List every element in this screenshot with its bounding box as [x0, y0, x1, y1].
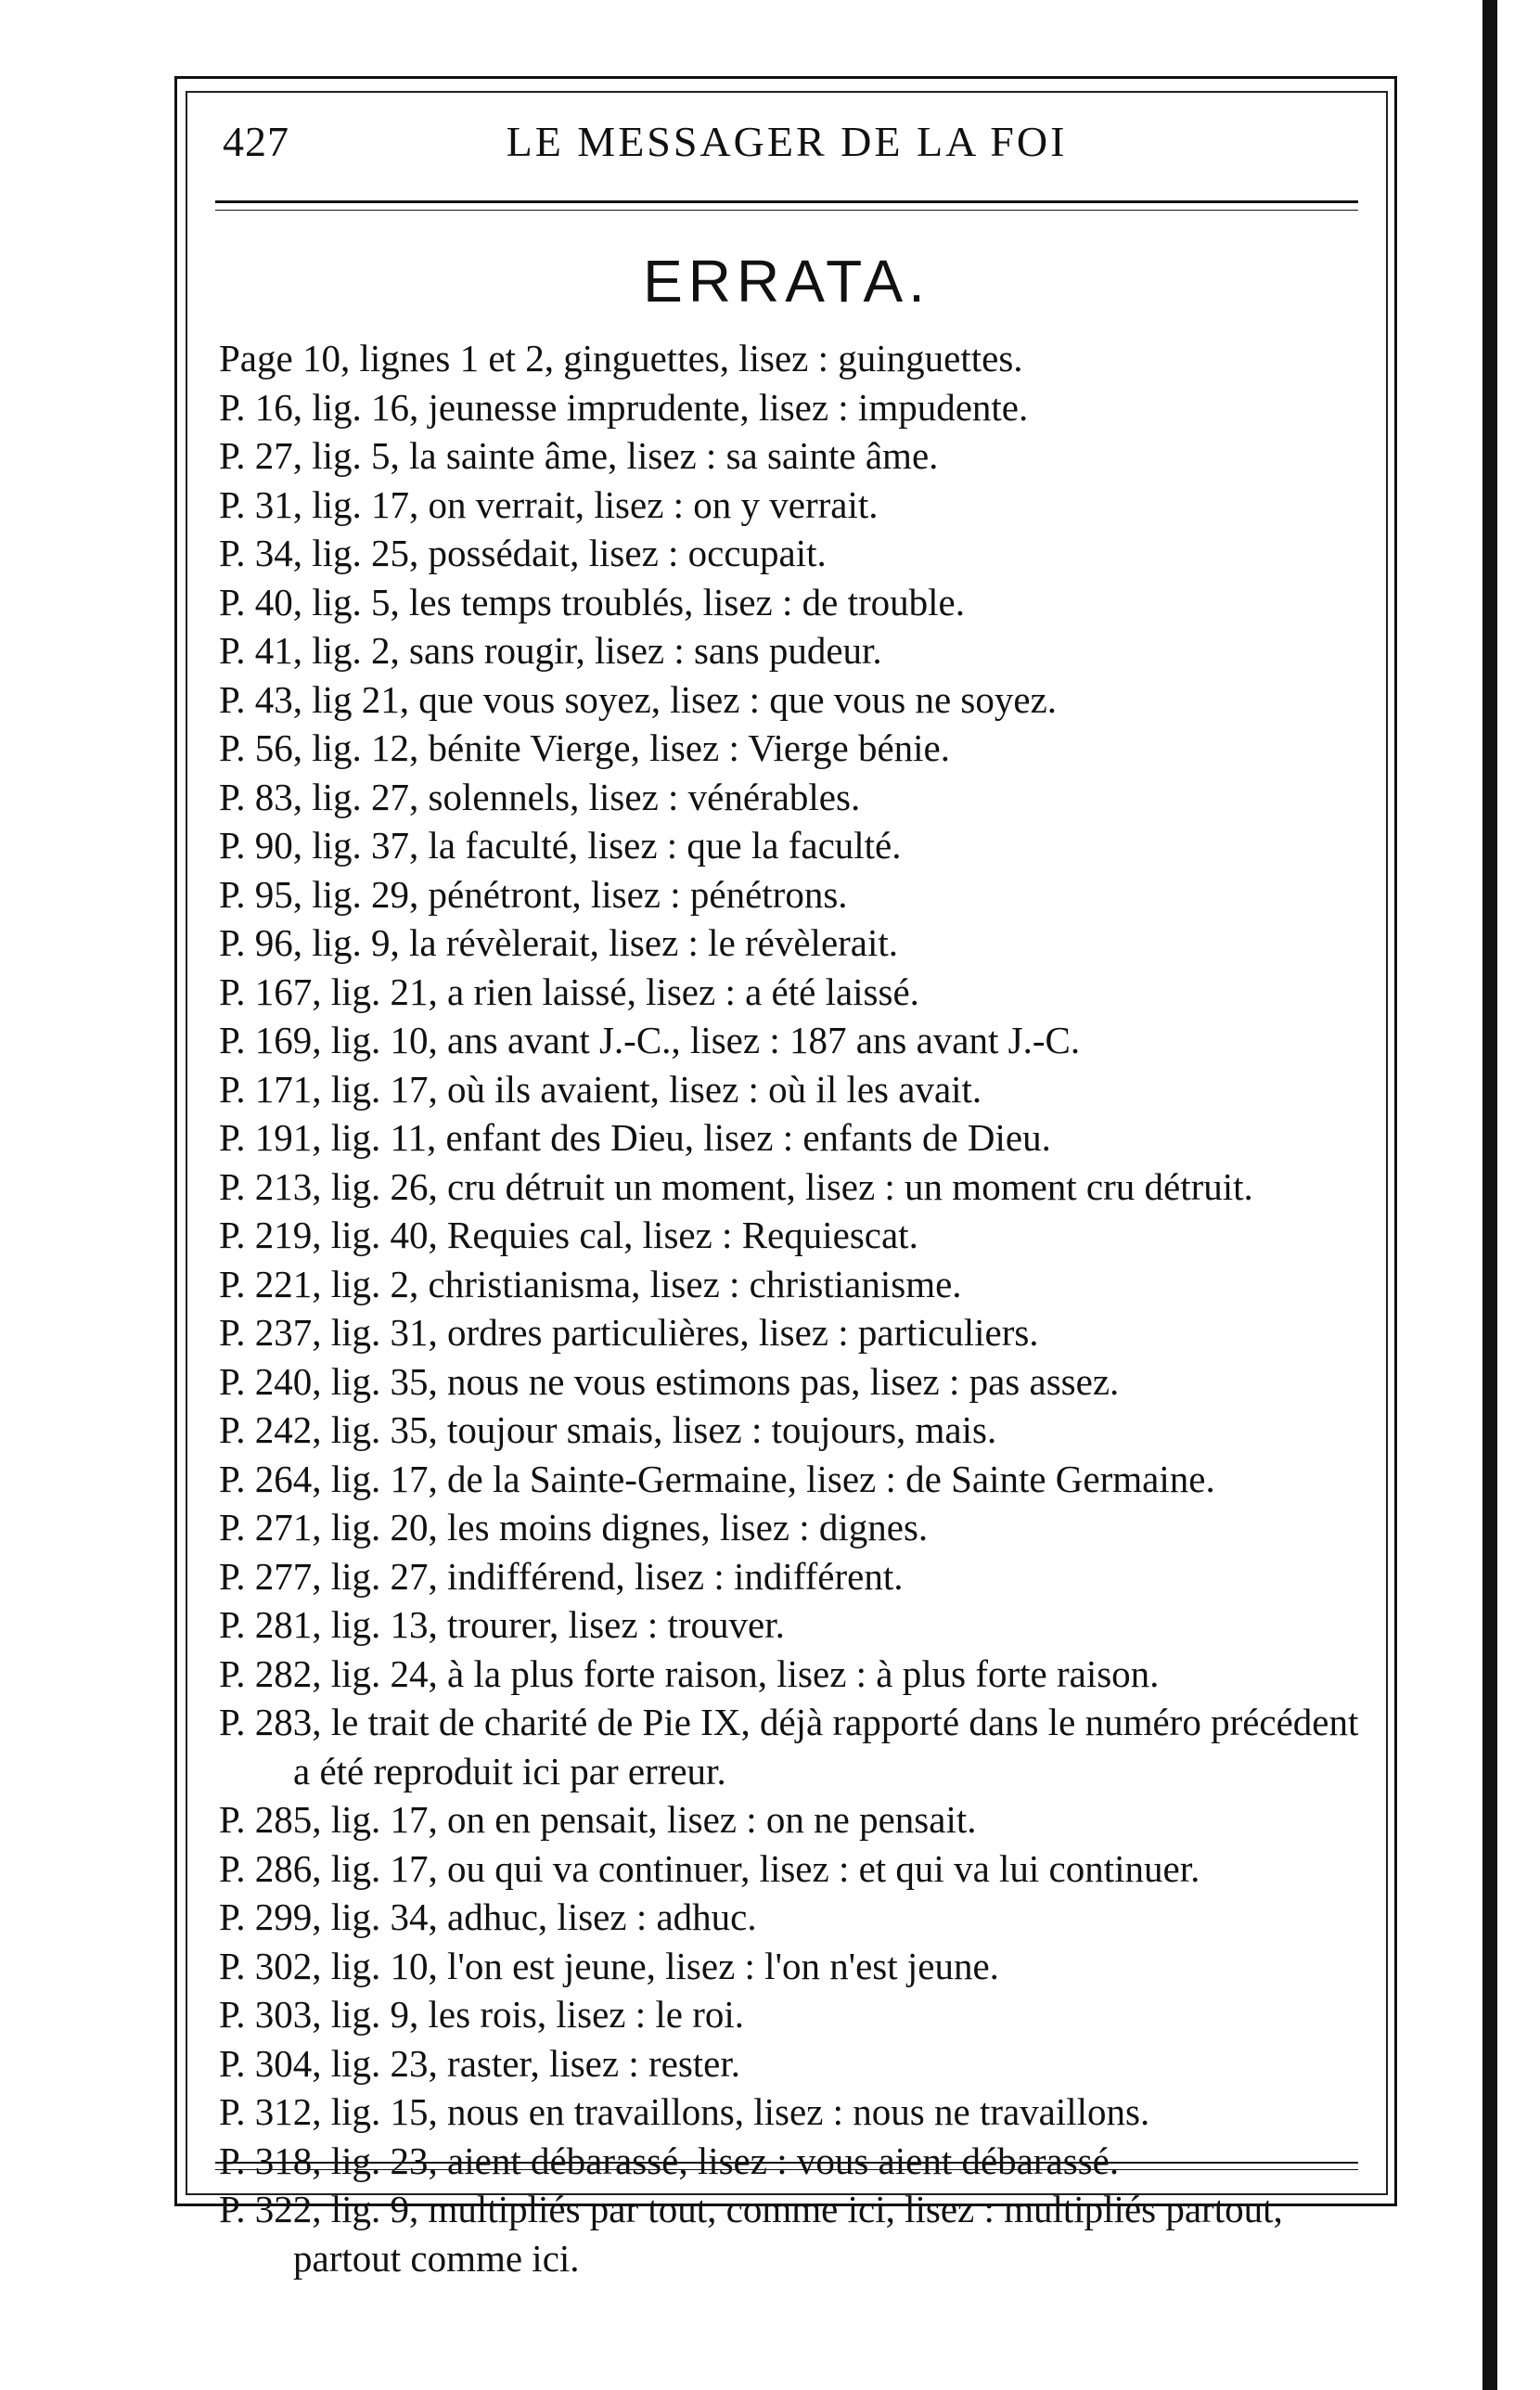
errata-entry: P. 283, le trait de charité de Pie IX, déjà rapporté dans le numéro précédent a été reproduit ici par erreur. [219, 1701, 1359, 1792]
page [186, 91, 1388, 2280]
running-title: LE MESSAGER DE LA FOI [506, 118, 1068, 165]
errata-entry: P. 95, lig. 29, pénétront, lisez : pénétrons. [219, 872, 848, 916]
errata-entry: P. 169, lig. 10, ans avant J.-C., lisez : 187 ans avant J.-C. [219, 1019, 1081, 1061]
errata-entry: P. 237, lig. 31, ordres particulières, lisez : particuliers. [219, 1311, 1039, 1354]
errata-entry: P. 264, lig. 17, de la Sainte-Germaine, lisez : de Sainte Germaine. [219, 1457, 1215, 1500]
errata-entry: P. 318, lig. 23, aient débarassé, lisez : vous aient débarassé. [219, 2139, 1120, 2182]
footer-rule-thin [215, 2169, 1358, 2170]
errata-entry: P. 16, lig. 16, jeunesse imprudente, lisez : impudente. [219, 385, 1029, 429]
errata-entry: P. 167, lig. 21, a rien laissé, lisez : a été laissé. [219, 970, 919, 1013]
errata-entry: P. 299, lig. 34, adhuc, lisez : adhuc. [219, 1895, 757, 1938]
errata-entry: P. 219, lig. 40, Requies cal, lisez : Requiescat. [219, 1214, 918, 1256]
page-title: ERRATA. [643, 248, 930, 315]
errata-entry: P. 40, lig. 5, les temps troublés, lisez : de trouble. [219, 580, 965, 623]
errata-entry: P. 43, lig 21, que vous soyez, lisez : que vous ne soyez. [219, 677, 1058, 721]
errata-entry: P. 277, lig. 27, indifférend, lisez : indifférent. [219, 1554, 904, 1598]
errata-entry: P. 171, lig. 17, où ils avaient, lisez : où il les avait. [219, 1067, 982, 1111]
scan-edge-bar [1482, 0, 1497, 2390]
errata-entry: P. 271, lig. 20, les moins dignes, lisez : dignes. [219, 1506, 929, 1548]
header-rule-thin [215, 210, 1358, 211]
errata-entry: P. 96, lig. 9, la révèlerait, lisez : le révèlerait. [219, 921, 899, 964]
errata-entry: P. 213, lig. 26, cru détruit un moment, lisez : un moment cru détruit. [219, 1164, 1253, 1208]
page-number: 427 [223, 118, 289, 165]
errata-entry: P. 304, lig. 23, raster, lisez : rester. [219, 2041, 741, 2085]
errata-entry: P. 282, lig. 24, à la plus forte raison, lisez : à plus forte raison. [219, 1651, 1160, 1695]
errata-entry: P. 240, lig. 35, nous ne vous estimons pas, lisez : pas assez. [219, 1359, 1120, 1403]
errata-entry: P. 285, lig. 17, on en pensait, lisez : on ne pensait. [219, 1798, 977, 1841]
errata-entry: P. 281, lig. 13, trourer, lisez : trouver. [219, 1603, 785, 1646]
errata-list [219, 334, 1366, 2282]
errata-entry: P. 34, lig. 25, possédait, lisez : occupait. [219, 532, 827, 574]
running-header [223, 117, 1351, 173]
errata-entry: P. 41, lig. 2, sans rougir, lisez : sans pudeur. [219, 629, 882, 672]
errata-entry: P. 83, lig. 27, solennels, lisez : vénérables. [219, 775, 861, 818]
errata-entry: P. 27, lig. 5, la sainte âme, lisez : sa sainte âme. [219, 434, 939, 477]
errata-entry: P. 242, lig. 35, toujour smais, lisez : toujours, mais. [219, 1408, 997, 1451]
errata-entry: P. 303, lig. 9, les rois, lisez : le roi. [219, 1993, 744, 2036]
errata-entry: P. 56, lig. 12, bénite Vierge, lisez : Vierge bénie. [219, 726, 950, 769]
errata-entry: P. 191, lig. 11, enfant des Dieu, lisez : enfants de Dieu. [219, 1116, 1051, 1159]
header-rule [215, 200, 1358, 203]
errata-entry: P. 302, lig. 10, l'on est jeune, lisez : l'on n'est jeune. [219, 1944, 999, 1987]
errata-entry: P. 312, lig. 15, nous en travaillons, lisez : nous ne travaillons. [219, 2090, 1150, 2133]
errata-entry: P. 322, lig. 9, multipliés par tout, comme ici, lisez : multipliés partout, partout comme ici. [219, 2188, 1283, 2280]
errata-entry: P. 90, lig. 37, la faculté, lisez : que la faculté. [219, 824, 902, 867]
errata-entry: P. 221, lig. 2, christianisma, lisez : christianisme. [219, 1262, 962, 1305]
errata-entry: P. 286, lig. 17, ou qui va continuer, lisez : et qui va lui continuer. [219, 1846, 1200, 1890]
errata-entry: P. 31, lig. 17, on verrait, lisez : on y verrait. [219, 482, 879, 526]
errata-entry: Page 10, lignes 1 et 2, ginguettes, lisez : guinguettes. [219, 337, 1023, 379]
footer-rule [215, 2162, 1358, 2164]
